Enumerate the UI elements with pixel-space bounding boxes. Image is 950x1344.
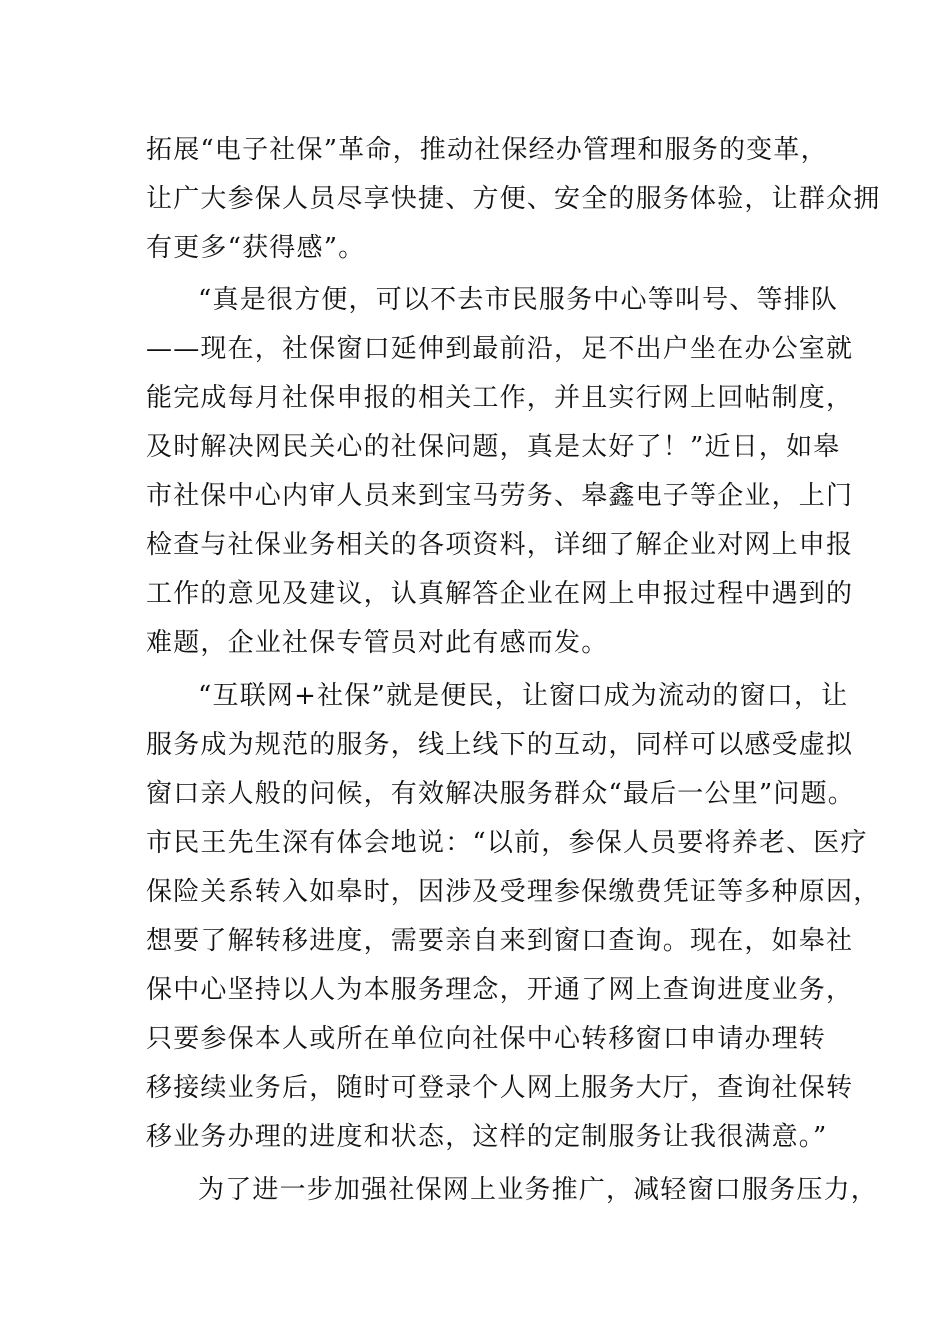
text-line: 服务成为规范的服务，线上线下的互动，同样可以感受虚拟 [146,730,854,760]
text-line: 窗口亲人般的问候，有效解决服务群众“最后一公里”问题。 [146,779,855,809]
text-line: 市民王先生深有体会地说：“以前，参保人员要将养老、医疗 [146,828,868,858]
text-line: 有更多“获得感”。 [146,233,366,263]
text-line: 拓展“电子社保”革命，推动社保经办管理和服务的变革， [146,135,828,165]
text-line: 想要了解转移进度，需要亲自来到窗口查询。现在，如皋社 [146,926,854,956]
text-line: 工作的意见及建议，认真解答企业在网上申报过程中遇到的 [146,579,854,609]
text-line: 及时解决网民关心的社保问题，真是太好了！”近日，如皋 [146,432,841,462]
text-line: 只要参保本人或所在单位向社保中心转移窗口申请办理转 [146,1024,827,1054]
text-line: 让广大参保人员尽享快捷、方便、安全的服务体验，让群众拥 [146,184,881,214]
text-line: 难题，企业社保专管员对此有感而发。 [146,628,609,658]
text-line: “互联网+社保”就是便民，让窗口成为流动的窗口，让 [198,681,849,711]
text-line: 移业务办理的进度和状态，这样的定制服务让我很满意。” [146,1122,828,1152]
text-line: 检查与社保业务相关的各项资料，详细了解企业对网上申报 [146,530,854,560]
text-line: 为了进一步加强社保网上业务推广，减轻窗口服务压力， [198,1175,879,1205]
text-line: 市社保中心内审人员来到宝马劳务、皋鑫电子等企业，上门 [146,481,854,511]
text-line: 移接续业务后，随时可登录个人网上服务大厅，查询社保转 [146,1073,854,1103]
text-line: “真是很方便，可以不去市民服务中心等叫号、等排队 [198,285,839,315]
text-line: ——现在，社保窗口延伸到最前沿，足不出户坐在办公室就 [146,334,854,364]
text-line: 保中心坚持以人为本服务理念，开通了网上查询进度业务， [146,975,854,1005]
text-line: 能完成每月社保申报的相关工作，并且实行网上回帖制度， [146,383,854,413]
text-line: 保险关系转入如皋时，因涉及受理参保缴费凭证等多种原因， [146,877,881,907]
